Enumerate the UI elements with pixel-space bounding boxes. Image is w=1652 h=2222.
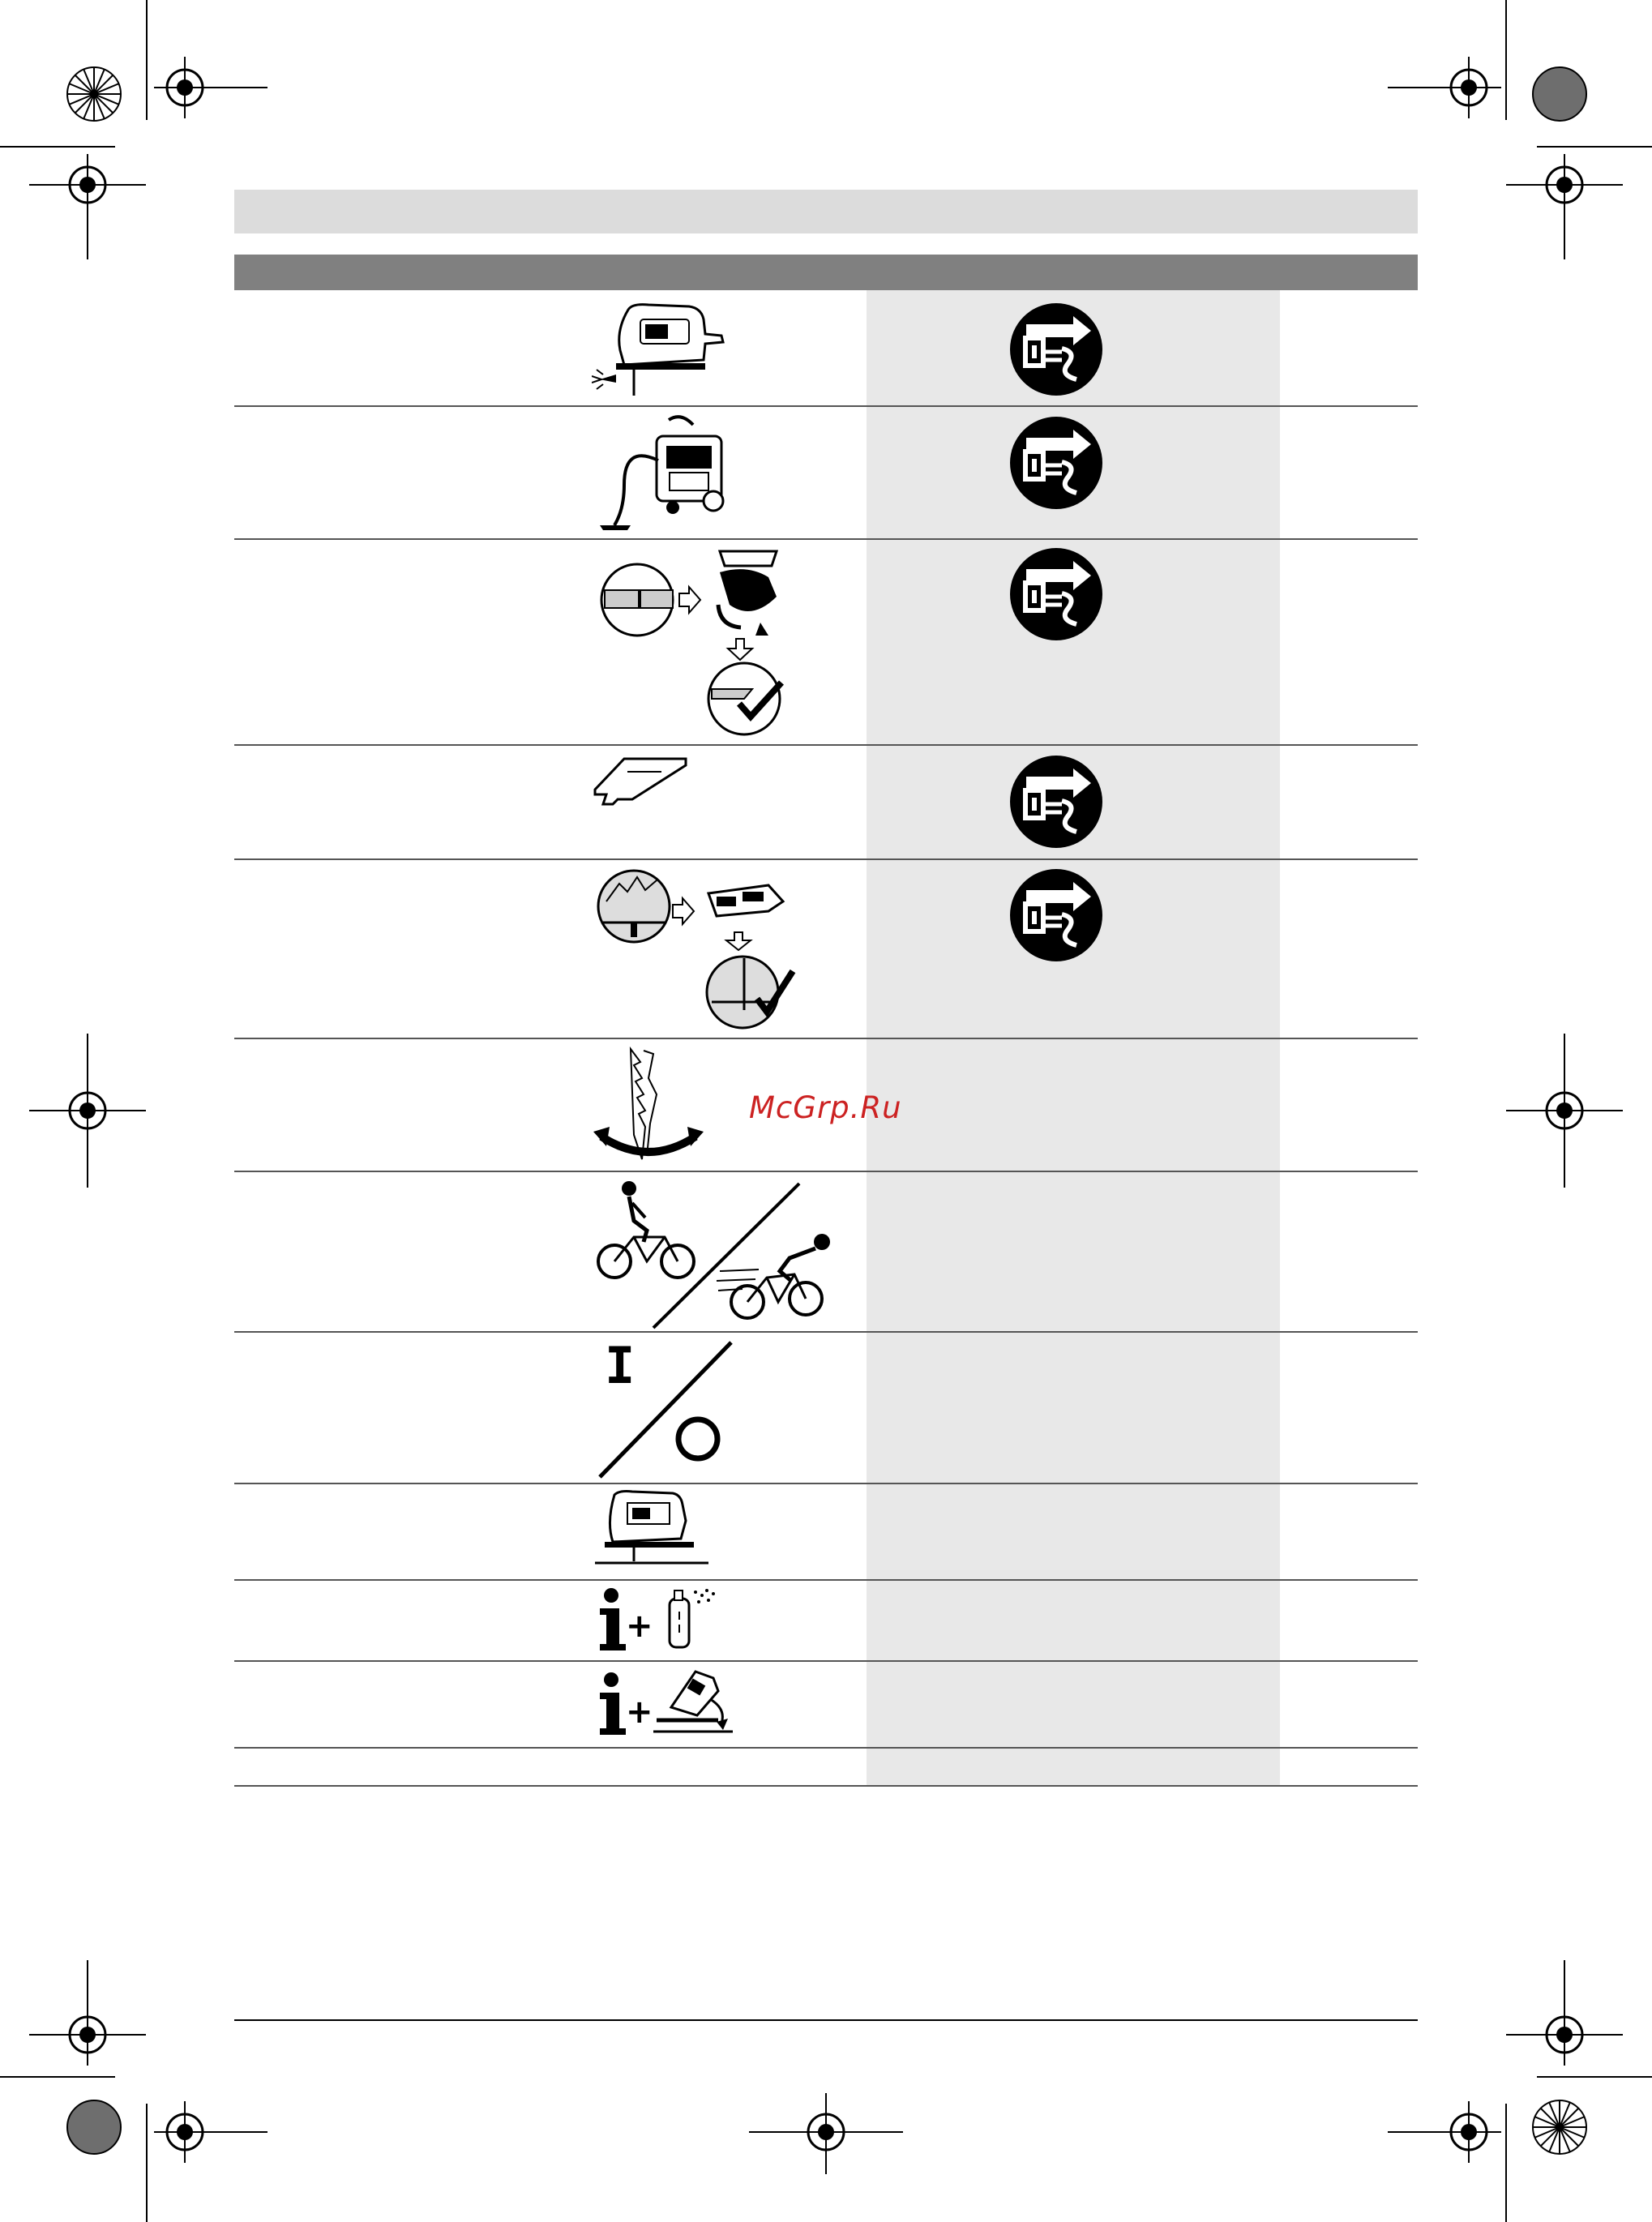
base-plate-adjust-icon <box>595 866 798 1033</box>
registration-target-icon <box>1506 1034 1623 1188</box>
registration-target-icon <box>29 1034 146 1188</box>
registration-target-icon <box>749 2093 903 2174</box>
table-row-divider <box>234 1785 1418 1787</box>
unplug-icon <box>1008 754 1104 850</box>
table-row-divider <box>234 1660 1418 1662</box>
table-row-divider <box>234 744 1418 746</box>
unplug-icon <box>1008 302 1104 397</box>
table-row-divider <box>234 1171 1418 1172</box>
info-icon <box>597 1672 629 1736</box>
sunburst-mark-icon <box>1530 2098 1589 2156</box>
crop-line <box>1537 146 1652 148</box>
crop-line <box>1505 0 1507 120</box>
registration-target-icon <box>154 57 267 118</box>
jigsaw-dust-extraction-icon <box>592 302 730 399</box>
crop-line <box>0 146 115 148</box>
unplug-icon <box>1008 415 1104 511</box>
crop-line <box>0 2076 115 2078</box>
registration-target-icon <box>29 1960 146 2066</box>
table-row-divider <box>234 1331 1418 1333</box>
table-row-divider <box>234 1038 1418 1039</box>
off-symbol-icon <box>674 1415 721 1462</box>
plus-symbol: + <box>626 1608 653 1645</box>
registration-target-icon <box>1388 57 1501 118</box>
table-row-divider <box>234 1747 1418 1749</box>
gray-patch-mark-icon <box>1530 65 1589 123</box>
on-off-icon <box>597 1336 736 1479</box>
table-row-divider <box>234 538 1418 540</box>
info-spray-icon <box>597 1587 726 1654</box>
bevel-jigsaw-icon <box>653 1667 734 1736</box>
registration-target-icon <box>1388 2101 1501 2163</box>
header-bar-light <box>234 190 1418 233</box>
unplug-icon <box>1008 867 1104 963</box>
registration-target-icon <box>154 2101 267 2163</box>
gray-patch-mark-icon <box>65 2098 123 2156</box>
table-row-divider <box>234 858 1418 860</box>
registration-target-icon <box>1506 154 1623 259</box>
sunburst-mark-icon <box>65 65 123 123</box>
unplug-icon <box>1008 546 1104 642</box>
speed-bicycle-icon <box>597 1180 832 1329</box>
footer-rule <box>234 2019 1418 2021</box>
registration-target-icon <box>1506 1960 1623 2066</box>
spray-can-icon <box>663 1587 723 1652</box>
crop-line <box>146 0 148 120</box>
watermark-text: McGrp.Ru <box>749 1090 902 1125</box>
plus-symbol: + <box>626 1693 653 1731</box>
vacuum-cleaner-icon <box>592 412 738 533</box>
table-row-divider <box>234 1483 1418 1484</box>
crop-line <box>1537 2076 1652 2078</box>
blade-change-icon <box>598 548 793 738</box>
registration-target-icon <box>29 154 146 259</box>
info-icon <box>597 1587 629 1652</box>
header-bar-dark <box>234 255 1418 290</box>
crop-line <box>146 2104 148 2222</box>
splinter-guard-icon <box>592 754 689 819</box>
table-row-divider <box>234 1579 1418 1581</box>
pendulum-action-icon <box>592 1046 705 1167</box>
jigsaw-on-plate-icon <box>595 1490 708 1571</box>
crop-line <box>1505 2104 1507 2222</box>
info-bevel-icon <box>597 1667 734 1736</box>
on-symbol: I <box>605 1336 636 1395</box>
table-row-divider <box>234 405 1418 407</box>
